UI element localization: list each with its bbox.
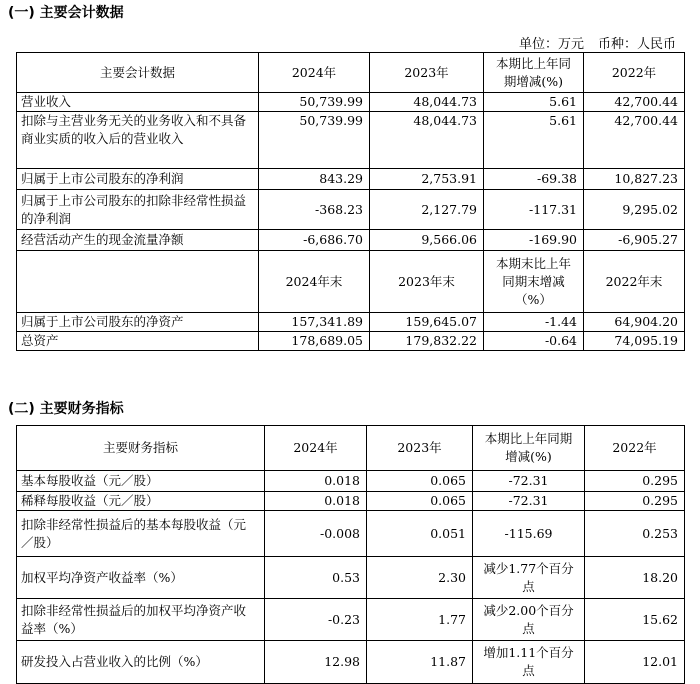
- row-label: 研发投入占营业收入的比例（%）: [17, 641, 265, 684]
- value-cell: 0.065: [367, 471, 473, 492]
- value-cell: -0.008: [265, 511, 367, 557]
- value-cell: 减少1.77个百分点: [473, 557, 585, 599]
- section1-title: (一) 主要会计数据: [8, 5, 124, 21]
- value-cell: 10,827.23: [584, 169, 685, 190]
- row-label: 经营活动产生的现金流量净额: [17, 230, 259, 251]
- header-cell: 主要财务指标: [17, 426, 265, 471]
- table-row: [17, 471, 685, 492]
- section2-title: (二) 主要财务指标: [8, 401, 124, 417]
- value-cell: 2,753.91: [370, 169, 484, 190]
- value-cell: 12.01: [585, 641, 685, 684]
- row-label: 营业收入: [17, 93, 259, 112]
- value-cell: 0.018: [265, 471, 367, 492]
- value-cell: -72.31: [473, 492, 585, 511]
- value-cell: -6,686.70: [259, 230, 370, 251]
- table-header-row: [17, 426, 685, 471]
- header-cell: [17, 251, 259, 313]
- row-label: 归属于上市公司股东的扣除非经常性损益的净利润: [17, 190, 259, 230]
- value-cell: -117.31: [484, 190, 584, 230]
- header-cell: 2022年末: [584, 251, 685, 313]
- value-cell: 增加1.11个百分点: [473, 641, 585, 684]
- header-cell: 主要会计数据: [17, 53, 259, 93]
- value-cell: 50,739.99: [259, 93, 370, 112]
- value-cell: 11.87: [367, 641, 473, 684]
- table-row: [17, 557, 685, 599]
- table-row: [17, 230, 685, 251]
- table-header-row: [17, 53, 685, 93]
- value-cell: 2.30: [367, 557, 473, 599]
- table-row: [17, 511, 685, 557]
- row-label: 加权平均净资产收益率（%）: [17, 557, 265, 599]
- row-label: 基本每股收益（元／股）: [17, 471, 265, 492]
- value-cell: 74,095.19: [584, 332, 685, 351]
- value-cell: 64,904.20: [584, 313, 685, 332]
- value-cell: 0.53: [265, 557, 367, 599]
- header-cell: 2023年末: [370, 251, 484, 313]
- header-cell: 2023年: [370, 53, 484, 93]
- value-cell: 1.77: [367, 599, 473, 641]
- row-label: 归属于上市公司股东的净资产: [17, 313, 259, 332]
- table-row: [17, 313, 685, 332]
- value-cell: 0.295: [585, 492, 685, 511]
- financial-indicators-table: [16, 425, 685, 684]
- row-label: 扣除非经常性损益后的加权平均净资产收益率（%）: [17, 599, 265, 641]
- row-label: 总资产: [17, 332, 259, 351]
- value-cell: -6,905.27: [584, 230, 685, 251]
- table-row: [17, 332, 685, 351]
- value-cell: 2,127.79: [370, 190, 484, 230]
- value-cell: 50,739.99: [259, 112, 370, 169]
- value-cell: 42,700.44: [584, 93, 685, 112]
- value-cell: -69.38: [484, 169, 584, 190]
- value-cell: -169.90: [484, 230, 584, 251]
- table-row: [17, 169, 685, 190]
- header-cell: 本期比上年同期增减(%): [484, 53, 584, 93]
- currency-label: 币种：人民币: [597, 37, 676, 52]
- value-cell: 843.29: [259, 169, 370, 190]
- value-cell: 179,832.22: [370, 332, 484, 351]
- value-cell: -368.23: [259, 190, 370, 230]
- value-cell: 0.295: [585, 471, 685, 492]
- value-cell: -72.31: [473, 471, 585, 492]
- value-cell: -115.69: [473, 511, 585, 557]
- header-cell: 2024年: [265, 426, 367, 471]
- value-cell: -0.23: [265, 599, 367, 641]
- value-cell: 5.61: [484, 93, 584, 112]
- row-label: 扣除与主营业务无关的业务收入和不具备商业实质的收入后的营业收入: [17, 112, 259, 169]
- value-cell: -0.64: [484, 332, 584, 351]
- value-cell: 12.98: [265, 641, 367, 684]
- row-label: 稀释每股收益（元／股）: [17, 492, 265, 511]
- accounting-data-table: [16, 52, 685, 351]
- value-cell: 178,689.05: [259, 332, 370, 351]
- value-cell: 0.051: [367, 511, 473, 557]
- table-row: [17, 599, 685, 641]
- table-subheader-row: [17, 251, 685, 313]
- value-cell: 15.62: [585, 599, 685, 641]
- table-row: [17, 190, 685, 230]
- table-row: [17, 112, 685, 169]
- header-cell: 本期末比上年同期末增减（%）: [484, 251, 584, 313]
- value-cell: 9,295.02: [584, 190, 685, 230]
- header-cell: 2022年: [584, 53, 685, 93]
- table-row: [17, 641, 685, 684]
- value-cell: 0.065: [367, 492, 473, 511]
- value-cell: 18.20: [585, 557, 685, 599]
- header-cell: 2024年末: [259, 251, 370, 313]
- header-cell: 2024年: [259, 53, 370, 93]
- row-label: 归属于上市公司股东的净利润: [17, 169, 259, 190]
- table-row: [17, 93, 685, 112]
- row-label: 扣除非经常性损益后的基本每股收益（元／股）: [17, 511, 265, 557]
- value-cell: 减少2.00个百分点: [473, 599, 585, 641]
- unit-line: [519, 33, 676, 52]
- value-cell: -1.44: [484, 313, 584, 332]
- header-cell: 2022年: [585, 426, 685, 471]
- value-cell: 0.018: [265, 492, 367, 511]
- value-cell: 48,044.73: [370, 112, 484, 169]
- header-cell: 本期比上年同期增减(%): [473, 426, 585, 471]
- value-cell: 9,566.06: [370, 230, 484, 251]
- value-cell: 5.61: [484, 112, 584, 169]
- table-row: [17, 492, 685, 511]
- value-cell: 159,645.07: [370, 313, 484, 332]
- value-cell: 42,700.44: [584, 112, 685, 169]
- value-cell: 0.253: [585, 511, 685, 557]
- header-cell: 2023年: [367, 426, 473, 471]
- value-cell: 48,044.73: [370, 93, 484, 112]
- value-cell: 157,341.89: [259, 313, 370, 332]
- unit-label: 单位：万元: [518, 37, 584, 52]
